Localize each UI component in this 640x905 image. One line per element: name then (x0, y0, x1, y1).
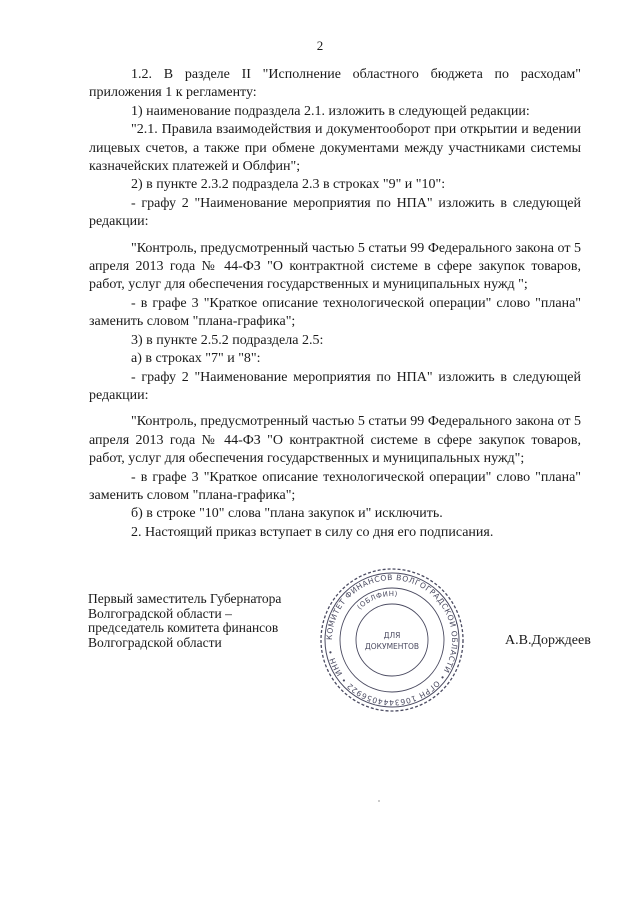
paragraph-1-2: 1.2. В разделе II "Исполнение областного бюджета по расходам" приложения 1 к регламенту: (89, 67, 581, 101)
page-number: 2 (316, 38, 324, 53)
signatory-name: А.В.Дорждеев (505, 633, 591, 648)
seal-center-text: ДОКУМЕНТОВ (364, 642, 420, 651)
paragraph-item-b: б) в строке "10" слова "плана закупок и" исключить. (131, 506, 443, 522)
signer-line: Волгоградской области – (88, 605, 232, 621)
seal-inner-text: (ОБЛФИН) (355, 589, 399, 612)
paragraph-item-1: 1) наименование подраздела 2.1. изложить в следующей редакции: (131, 103, 530, 119)
paragraph-item-a: а) в строках "7" и "8": (131, 351, 261, 367)
seal-ring-text: КОМИТЕТ ФИНАНСОВ ВОЛГОГРАДСКОЙ ОБЛАСТИ • ОГРН 1063444056922 • ИНН • (324, 572, 460, 708)
official-seal-stamp (318, 566, 466, 714)
signer-line: Первый заместитель Губернатора (88, 591, 282, 606)
signer-title (88, 592, 281, 650)
scan-speck (378, 800, 380, 802)
paragraph-item-3: 3) в пункте 2.5.2 подраздела 2.5: (131, 332, 324, 348)
paragraph-control-quote-b: "Контроль, предусмотренный частью 5 статьи 99 Федерального закона от 5 апреля 2013 года № 44-ФЗ "О контрактной системе в сфере закупок товаров, работ, услуг для обеспечения государственных и муниципальных нужд"; (89, 414, 581, 467)
paragraph-column-2: - графу 2 "Наименование мероприятия по НПА" изложить в следующей редакции: (89, 195, 581, 230)
paragraph-item-2: 2) в пункте 2.3.2 подраздела 2.3 в строках "9" и "10": (131, 177, 446, 193)
paragraph-order-effect: 2. Настоящий приказ вступает в силу со дня его подписания. (131, 524, 494, 540)
svg-text:(ОБЛФИН) (356, 590, 399, 611)
paragraph-quote-2-1: "2.1. Правила взаимодействия и документооборот при открытии и ведении лицевых счетов, а также при обмене документами между участниками системы казначейских платежей и Облфин"; (89, 122, 581, 175)
signer-line: Волгоградской области (88, 634, 222, 650)
document-body (89, 66, 581, 542)
paragraph-control-quote: "Контроль, предусмотренный частью 5 статьи 99 Федерального закона от 5 апреля 2013 года № 44-ФЗ "О контрактной системе в сфере закупок товаров, работ, услуг для обеспечения государственных и муниципальных нужд "; (89, 240, 581, 293)
spacer (89, 232, 581, 240)
signer-line: председатель комитета финансов (88, 620, 279, 635)
paragraph-column-2-b: - графу 2 "Наименование мероприятия по НПА" изложить в следующей редакции: (89, 369, 581, 403)
seal-ring (356, 604, 428, 676)
seal-center-text: ДЛЯ (383, 631, 401, 640)
paragraph-column-3: - в графе 3 "Краткое описание технологической операции" слово "плана" заменить словом "плана-графика"; (89, 295, 581, 330)
spacer (89, 405, 581, 413)
paragraph-column-3-b: - в графе 3 "Краткое описание технологической операции" слово "плана" заменить словом "плана-графика"; (89, 469, 581, 503)
